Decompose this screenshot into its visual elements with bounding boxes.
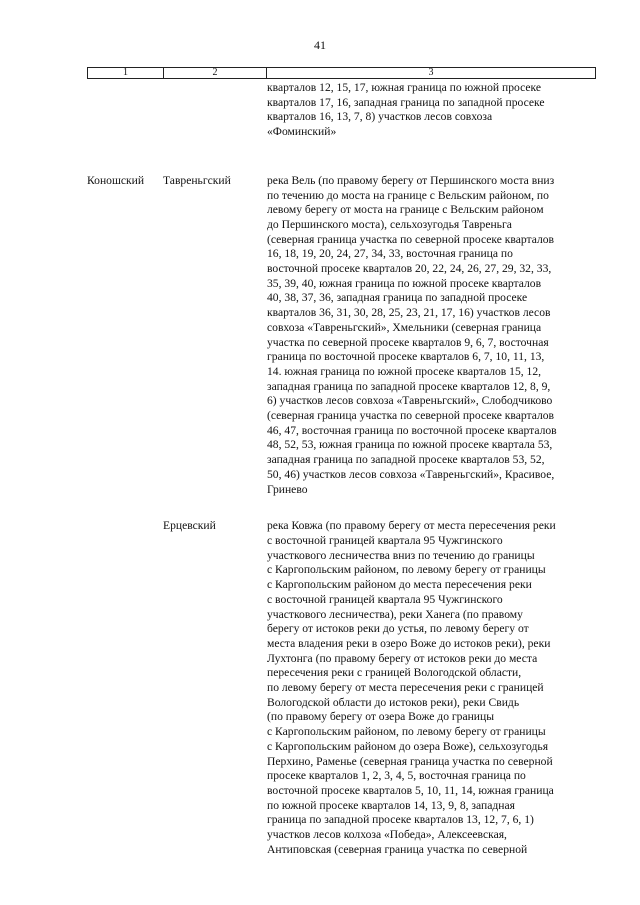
- text-line: просеке кварталов 1, 2, 3, 4, 5, восточная граница по: [267, 769, 526, 783]
- text-line: граница по западной просеке кварталов 13, 12, 7, 6, 1): [267, 813, 534, 827]
- text-line: по левому берегу от места пересечения реки с границей: [267, 681, 544, 695]
- text-line: по южной просеке кварталов 14, 13, 9, 8, западная: [267, 798, 515, 812]
- text-line: (северная граница участка по северной просеке кварталов: [267, 232, 555, 246]
- text-line: кварталов 17, 16, западная граница по западной просеке: [267, 95, 545, 109]
- text-line: Вологодской области до истоков реки), реки Свидь: [267, 695, 520, 709]
- description-cell: [267, 174, 607, 497]
- district-cell: Коношский: [87, 173, 145, 187]
- text-line: река Ковжа (по правому берегу от места пересечения реки: [267, 519, 556, 533]
- text-line: с Каргопольским районом до места пересечения реки: [267, 578, 532, 592]
- text-line: 40, 38, 37, 36, западная граница по западной просеке: [267, 291, 528, 305]
- text-line: по течению до моста на границе с Вельским районом, по: [267, 188, 549, 202]
- text-line: Антиповская (северная граница участка по северной: [267, 842, 528, 856]
- district-cell: [87, 81, 163, 140]
- text-line: пересечения реки с границей Вологодской области,: [267, 666, 522, 680]
- text-line: Лухтонга (по правому берегу от истоков реки до места: [267, 651, 538, 665]
- text-line: совхоза «Тавреньгский», Хмельники (северная граница: [267, 320, 542, 334]
- text-line: с восточной границей квартала 95 Чужгинского: [267, 592, 503, 606]
- table-row: [87, 174, 607, 497]
- text-line: с Каргопольским районом, по левому берегу от границы: [267, 563, 546, 577]
- text-line: кварталов 36, 31, 30, 28, 25, 23, 21, 17, 16) участков лесов: [267, 306, 551, 320]
- text-line: с Каргопольским районом, по левому берегу от границы: [267, 725, 546, 739]
- text-line: участка по северной просеке кварталов 9, 6, 7, восточная: [267, 335, 549, 349]
- text-line: 48, 52, 53, южная граница по южной просеке квартала 53,: [267, 438, 553, 452]
- district-cell: [87, 519, 163, 857]
- text-line: «Фоминский»: [267, 125, 337, 139]
- text-line: (по правому берегу от озера Воже до границы: [267, 710, 495, 724]
- table-header-col-2: 2: [164, 68, 267, 78]
- text-line: восточной просеке кварталов 20, 22, 24, 26, 27, 29, 32, 33,: [267, 262, 552, 276]
- table-header-col-1: 1: [88, 68, 164, 78]
- page-number: 41: [314, 38, 326, 52]
- description-cell: [267, 81, 607, 140]
- text-line: кварталов 16, 13, 7, 8) участков лесов совхоза: [267, 110, 493, 124]
- text-line: Перхино, Раменье (северная граница участка по северной: [267, 754, 553, 768]
- text-line: граница по восточной просеке кварталов 6, 7, 10, 11, 13,: [267, 350, 545, 364]
- text-line: левому берегу от моста на границе с Вельским районом: [267, 203, 544, 217]
- text-line: 16, 18, 19, 20, 24, 27, 34, 33, восточная граница по: [267, 247, 513, 261]
- text-line: западная граница по западной просеке кварталов 53, 52,: [267, 453, 545, 467]
- text-line: берегу от истоков реки до устья, по левому берегу от: [267, 622, 529, 636]
- table-body: [87, 81, 607, 857]
- table-header: [87, 67, 596, 79]
- text-line: участкового лесничества), реки Ханега (по правому: [267, 607, 523, 621]
- text-line: Гринево: [267, 482, 308, 496]
- text-line: до Першинского моста), сельхозугодья Тавреньга: [267, 217, 512, 231]
- text-line: участков лесов колхоза «Победа», Алексеевская,: [267, 828, 507, 842]
- text-line: с восточной границей квартала 95 Чужгинского: [267, 533, 503, 547]
- text-line: восточной просеке кварталов 5, 10, 11, 14, южная граница: [267, 783, 554, 797]
- row-spacer: [87, 497, 607, 519]
- text-line: 46, 47, восточная граница по восточной просеке кварталов: [267, 423, 557, 437]
- area-cell: Ерцевский: [163, 519, 216, 533]
- text-line: участкового лесничества вниз по течению до границы: [267, 548, 535, 562]
- text-line: 6) участков лесов совхоза «Тавреньгский», Слободчиково: [267, 394, 553, 408]
- text-line: места владения реки в озеро Воже до истоков реки), реки: [267, 636, 551, 650]
- text-line: 14. южная граница по южной просеке кварталов 15, 12,: [267, 364, 542, 378]
- table-row: [87, 81, 607, 140]
- text-line: (северная граница участка по северной просеке кварталов: [267, 409, 555, 423]
- text-line: кварталов 12, 15, 17, южная граница по южной просеке: [267, 81, 542, 94]
- text-line: с Каргопольским районом до озера Воже), сельхозугодья: [267, 739, 549, 753]
- area-cell: [163, 81, 267, 140]
- description-cell: [267, 519, 607, 857]
- text-line: 50, 46) участков лесов совхоза «Тавреньгский», Красивое,: [267, 467, 555, 481]
- row-spacer: [87, 140, 607, 174]
- area-cell: Тавреньгский: [163, 173, 231, 187]
- text-line: река Вель (по правому берегу от Першинского моста вниз: [267, 173, 555, 187]
- table-header-col-3: 3: [428, 67, 434, 78]
- text-line: 35, 39, 40, южная граница по южной просеке кварталов: [267, 276, 542, 290]
- text-line: западная граница по западной просеке кварталов 12, 8, 9,: [267, 379, 551, 393]
- table-row: [87, 519, 607, 857]
